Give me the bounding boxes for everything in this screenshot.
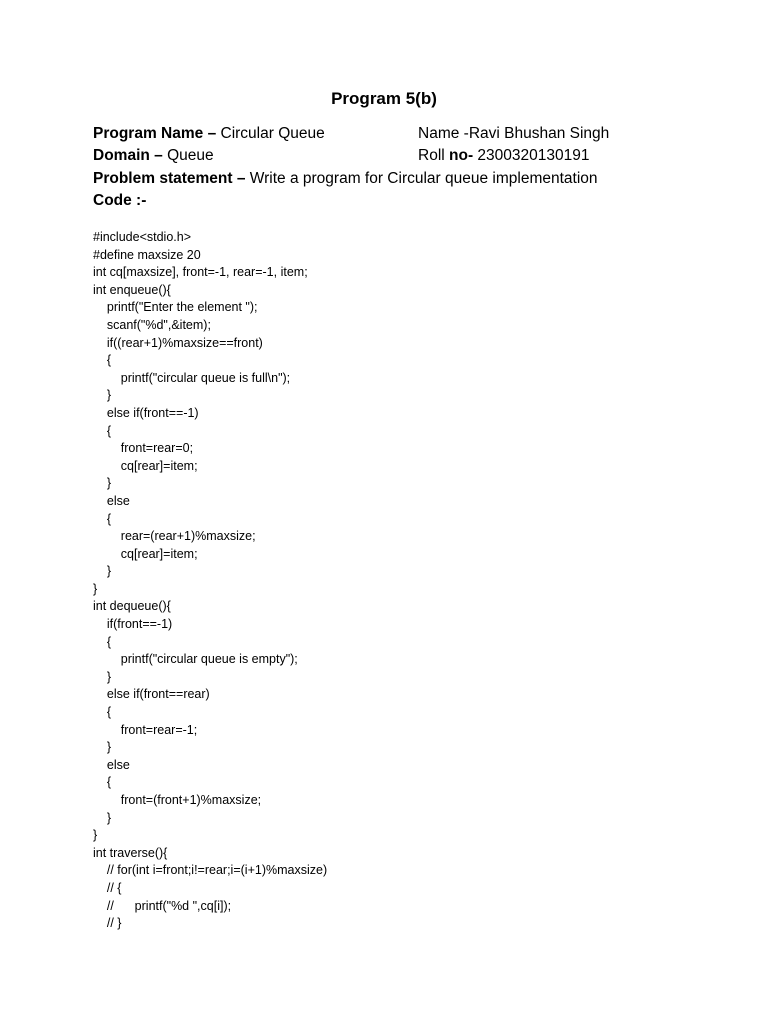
code-line: #define maxsize 20	[93, 247, 201, 262]
code-line: printf("Enter the element ");	[93, 300, 258, 315]
problem-statement-label: Problem statement –	[93, 170, 246, 187]
code-line: printf("circular queue is empty");	[93, 652, 298, 667]
code-line: }	[93, 669, 112, 684]
code-line: printf("circular queue is full\n");	[93, 370, 291, 385]
code-line: if(front==-1)	[93, 617, 173, 632]
code-line: rear=(rear+1)%maxsize;	[93, 529, 256, 544]
problem-statement-line	[93, 169, 598, 189]
code-line: // }	[93, 916, 122, 931]
code-line: }	[93, 581, 98, 596]
code-line: }	[93, 828, 98, 843]
code-line: {	[93, 775, 112, 790]
code-line: int dequeue(){	[93, 599, 171, 614]
code-line: // for(int i=front;i!=rear;i=(i+1)%maxsize)	[93, 863, 328, 878]
program-name-value: Circular Queue	[216, 125, 325, 142]
code-line: else	[93, 757, 130, 772]
code-line: int traverse(){	[93, 845, 168, 860]
domain-value: Queue	[162, 147, 214, 164]
code-line: }	[93, 740, 112, 755]
code-line: // {	[93, 880, 122, 895]
roll-number-value: 2300320130191	[473, 147, 590, 164]
code-line: }	[93, 564, 112, 579]
code-line: cq[rear]=item;	[93, 458, 198, 473]
code-line: scanf("%d",&item);	[93, 317, 211, 332]
code-line: else if(front==rear)	[93, 687, 210, 702]
code-line: front=(front+1)%maxsize;	[93, 793, 262, 807]
code-line: cq[rear]=item;	[93, 546, 198, 561]
code-line: }	[93, 810, 112, 825]
roll-label: no-	[449, 147, 474, 164]
code-line: front=rear=0;	[93, 441, 194, 456]
code-block	[93, 229, 327, 933]
student-name-label: Name -	[418, 125, 469, 142]
student-name-value: Ravi Bhushan Singh	[468, 125, 610, 142]
program-name-line	[93, 124, 325, 144]
student-name-line	[418, 124, 609, 144]
code-line: // printf("%d ",cq[i]);	[93, 898, 232, 913]
domain-line	[93, 146, 214, 166]
code-line: int cq[maxsize], front=-1, rear=-1, item;	[93, 265, 308, 280]
code-label: Code :-	[93, 192, 147, 209]
code-line: else	[93, 493, 130, 508]
problem-statement-value: Write a program for Circular queue implementation	[245, 170, 598, 187]
code-line: if((rear+1)%maxsize==front)	[93, 335, 263, 350]
code-heading	[93, 191, 146, 211]
program-name-label: Program Name –	[93, 125, 217, 142]
code-line: #include<stdio.h>	[93, 230, 191, 244]
domain-label: Domain –	[93, 147, 163, 164]
roll-prefix: Roll	[418, 147, 450, 164]
code-line: {	[93, 705, 112, 720]
code-line: else if(front==-1)	[93, 405, 199, 420]
code-line: }	[93, 388, 112, 403]
code-line: {	[93, 634, 112, 649]
code-line: front=rear=-1;	[93, 722, 198, 737]
code-line: int enqueue(){	[93, 282, 171, 297]
code-line: {	[93, 511, 112, 526]
code-line: }	[93, 476, 112, 491]
program-title: Program 5(b)	[331, 89, 437, 108]
code-line: {	[93, 423, 112, 438]
roll-number-line	[418, 146, 590, 166]
code-line: {	[93, 353, 112, 368]
